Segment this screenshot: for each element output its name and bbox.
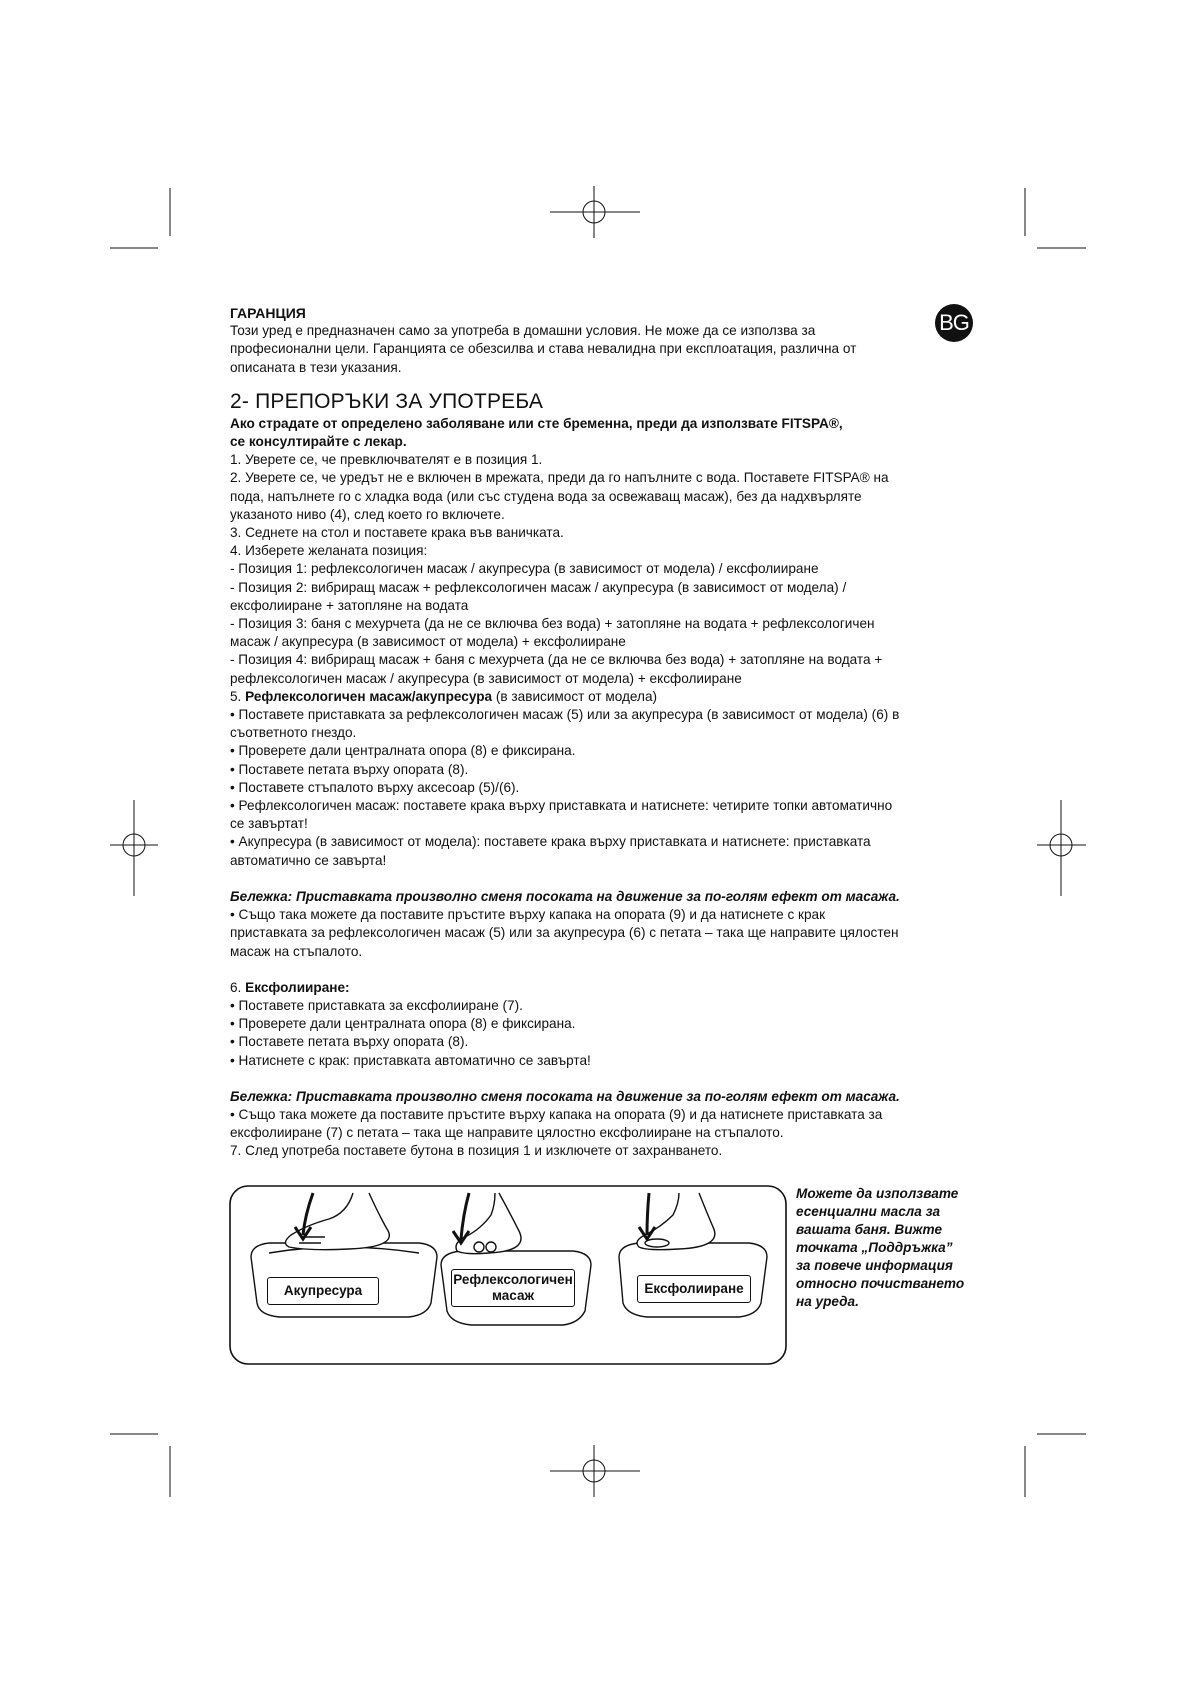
side-note-line: вашата баня. Вижте: [796, 1222, 943, 1237]
side-note-line: Можете да използвате: [796, 1186, 959, 1201]
note-line: 7. След употреба поставете бутона в позиция 1 и изключете от захранването.: [230, 1143, 723, 1159]
language-badge: BG: [935, 304, 973, 342]
instruction-line: • Проверете дали централната опора (8) е фиксирана.: [230, 1016, 576, 1032]
section-heading: 2- ПРЕПОРЪКИ ЗА УПОТРЕБА: [230, 389, 544, 413]
note-line: приставката за рефлексологичен масаж (5) или за акупресура (6) с петата – така ще направите цялостен: [230, 925, 899, 941]
label-reflexology-line: Рефлексологичен: [453, 1272, 573, 1287]
instruction-line: 1. Уверете се, че превключвателят е в позиция 1.: [230, 452, 543, 468]
item-5-title: Рефлексологичен масаж/акупресура: [245, 688, 493, 704]
side-note: [796, 1185, 976, 1311]
instruction-line: - Позиция 1: рефлексологичен масаж / акупресура (в зависимост от модела) / ексфолииране: [230, 561, 819, 577]
label-acupressure: Акупресура: [267, 1277, 379, 1305]
instruction-line: масаж / акупресура (в зависимост от модела) + ексфолииране: [230, 634, 626, 650]
item-6-title: Ексфолииране:: [245, 979, 350, 995]
side-note-line: на уреда.: [796, 1294, 859, 1309]
instruction-line: • Поставете приставката за рефлексологичен масаж (5) или за акупресура (в зависимост от модела) (6) в: [230, 707, 900, 723]
note-line: • Също така можете да поставите пръстите върху капака на опората (9) и да натиснете с крак: [230, 907, 826, 923]
warranty-line: описаната в тези указания.: [230, 359, 402, 375]
attachments-illustration: [229, 1185, 787, 1365]
instruction-line: • Поставете приставката за ексфолииране (7).: [230, 997, 523, 1013]
instruction-line: рефлексологичен масаж / акупресура (в зависимост от модела) + ексфолииране: [230, 670, 742, 686]
warning-line: Ако страдате от определено заболяване или сте бременна, преди да използвате FITSPA®,: [230, 415, 843, 431]
instruction-line: 4. Изберете желаната позиция:: [230, 543, 428, 559]
instruction-line: се завъртат!: [230, 816, 308, 832]
label-exfoliation: Ексфолииране: [637, 1275, 751, 1303]
instruction-line: ексфолииране + затопляне на водата: [230, 597, 469, 613]
warning-line: се консултирайте с лекар.: [230, 434, 407, 450]
item-6-number: 6.: [230, 979, 246, 995]
instruction-line: • Натиснете с крак: приставката автоматично се завърта!: [230, 1052, 591, 1068]
label-reflexology: [451, 1269, 575, 1307]
note-heading: Бележка: Приставката произволно сменя посоката на движение за по-голям ефект от масажа.: [230, 888, 900, 904]
label-reflexology-line: масаж: [491, 1288, 535, 1303]
instruction-line: 3. Седнете на стол и поставете крака във ваничката.: [230, 525, 564, 541]
instruction-line: • Рефлексологичен масаж: поставете крака върху приставката и натиснете: четирите топки автоматично: [230, 798, 893, 814]
item-5-suffix: (в зависимост от модела): [492, 688, 658, 704]
side-note-line: есенциални масла за: [796, 1204, 941, 1219]
item-6-heading: [230, 979, 970, 997]
warranty-line: професионални цели. Гаранцията се обезсилва и става невалидна при експлоатация, различна от: [230, 341, 857, 357]
manual-text: [230, 304, 970, 1161]
instruction-line: - Позиция 2: вибриращ масаж + рефлексологичен масаж / акупресура (в зависимост от модела) /: [230, 579, 847, 595]
instruction-line: • Поставете стъпалото върху аксесоар (5)/(6).: [230, 779, 520, 795]
instruction-line: пода, напълнете го с хладка вода (или със студена вода за освежаващ масаж), без да надхвърляте: [230, 488, 862, 504]
instruction-line: указаното ниво (4), след което го включете.: [230, 506, 505, 522]
instruction-line: автоматично се завърта!: [230, 852, 387, 868]
instruction-line: • Акупресура (в зависимост от модела): поставете крака върху приставката и натиснете: приставката: [230, 834, 871, 850]
instruction-line: 2. Уверете се, че уредът не е включен в мрежата, преди да го напълните с вода. Поставете FITSPA® на: [230, 470, 889, 486]
instruction-line: - Позиция 4: вибриращ масаж + баня с мехурчета (да не се включва без вода) + затопляне на водата +: [230, 652, 883, 668]
side-note-line: относно почистването: [796, 1276, 965, 1291]
note-line: ексфолииране (7) с петата – така ще направите цялостно ексфолииране на стъпалото.: [230, 1125, 784, 1141]
note-line: • Също така можете да поставите пръстите върху капака на опората (9) и да натиснете приставката за: [230, 1106, 883, 1122]
item-5-number: 5.: [230, 688, 246, 704]
note-line: масаж на стъпалото.: [230, 943, 363, 959]
side-note-line: точката „Поддръжка”: [796, 1240, 953, 1255]
warranty-line: Този уред е предназначен само за употреба в домашни условия. Не може да се използва за: [230, 323, 816, 339]
note-heading: Бележка: Приставката произволно сменя посоката на движение за по-голям ефект от масажа.: [230, 1088, 900, 1104]
instruction-line: • Поставете петата върху опората (8).: [230, 1034, 469, 1050]
warranty-heading: ГАРАНЦИЯ: [230, 305, 306, 321]
instruction-line: • Поставете петата върху опората (8).: [230, 761, 469, 777]
instruction-line: • Проверете дали централната опора (8) е фиксирана.: [230, 743, 576, 759]
item-5-heading: [230, 688, 970, 706]
instruction-line: съответното гнездо.: [230, 725, 357, 741]
instruction-line: - Позиция 3: баня с мехурчета (да не се включва без вода) + затопляне на водата + рефлексологичен: [230, 616, 875, 632]
side-note-line: за повече информация: [796, 1258, 953, 1273]
